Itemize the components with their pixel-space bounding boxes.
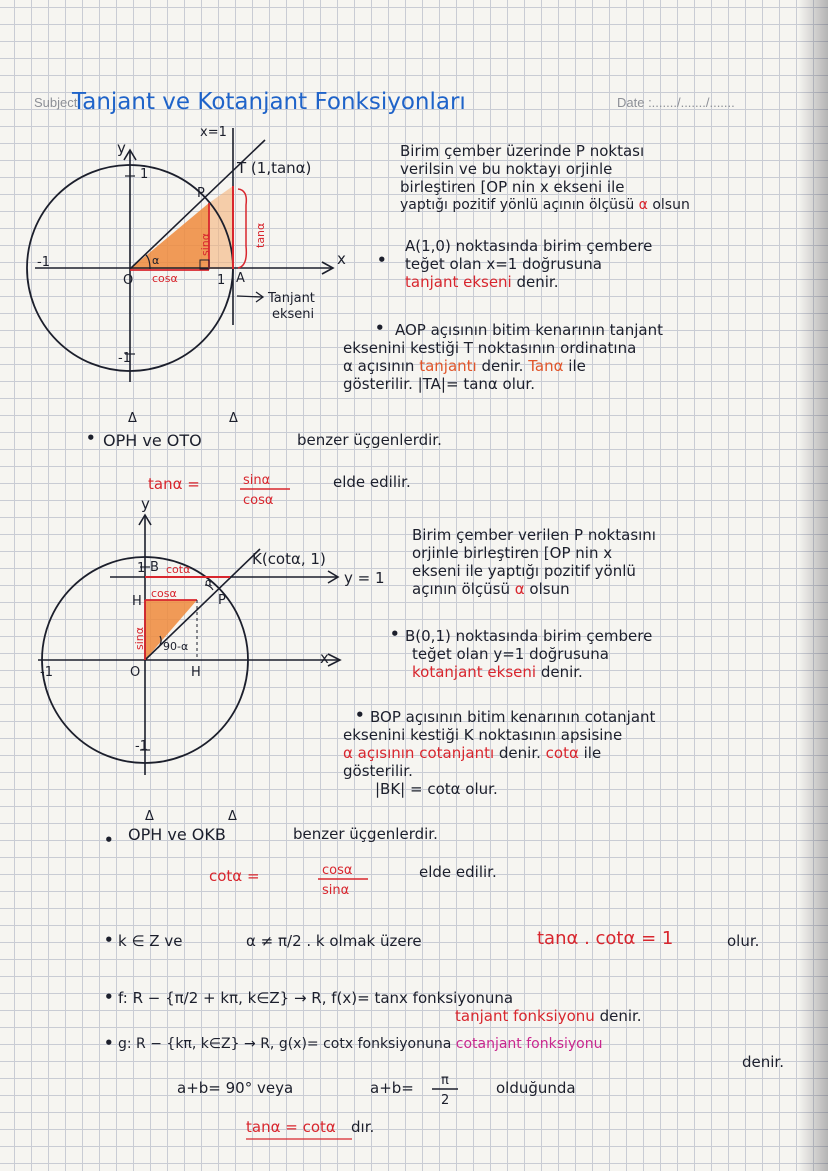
label-point-h-bottom: H <box>191 665 201 680</box>
bullet: • <box>86 429 96 447</box>
label-cos-alpha: cosα <box>152 272 178 285</box>
s2-b2-line-5: |BK| = cotα olur. <box>375 780 498 798</box>
label-point-h-top: H <box>132 594 142 609</box>
s3-line-5-b: dır. <box>351 1118 375 1136</box>
s2-intro-line-2: orjinle birleştiren [OP nin x <box>412 544 613 562</box>
s1-b2-line-2: eksenini kestiği T noktasının ordinatına <box>343 339 637 357</box>
label-tangent-axis-1: Tanjant <box>268 291 315 306</box>
label-origin-2: O <box>130 665 141 680</box>
s2-formula-denominator: sinα <box>322 883 350 898</box>
s3-line-2-b: tanjant fonksiyonu denir. <box>455 1007 642 1025</box>
bullet: • <box>375 319 385 337</box>
label-point-p: P <box>197 186 205 201</box>
s2-b2-line-4: gösterilir. <box>343 762 413 780</box>
s2-b1-line-2: teğet olan y=1 doğrusuna <box>412 645 609 663</box>
s1-triangles: OPH ve OTO <box>103 431 202 450</box>
label-one-top-2: 1 <box>137 561 146 576</box>
s3-line-3-c: denir. <box>742 1053 784 1071</box>
s1-intro-line-1: Birim çember üzerinde P noktası <box>400 142 645 160</box>
label-one-top: 1 <box>140 167 149 182</box>
s2-b2-line-1: BOP açısının bitim kenarının cotanjant <box>370 708 656 726</box>
label-y-equals-1: y = 1 <box>344 569 385 587</box>
s2-intro-line-3: ekseni ile yaptığı pozitif yönlü <box>412 562 636 580</box>
s1-formula-denominator: cosα <box>243 493 274 508</box>
page-title: Tanjant ve Kotanjant Fonksiyonları <box>72 89 466 115</box>
s2-b2-line-3: α açısının cotanjantı denir. cotα ile <box>343 744 602 762</box>
label-minus-one-bottom: -1 <box>118 351 131 366</box>
s3-line-4-pi: π <box>441 1073 449 1088</box>
label-tan-alpha: tanα <box>254 222 267 248</box>
label-angle-alpha: α <box>152 254 160 267</box>
s3-line-4-two: 2 <box>441 1093 450 1108</box>
s1-b2-line-3: α açısının tanjantı denir. Tanα ile <box>343 357 586 375</box>
s1-triangles-note: benzer üçgenlerdir. <box>297 431 442 449</box>
label-point-a: A <box>236 271 245 286</box>
label-minus-one-bottom-2: -1 <box>135 739 148 754</box>
s1-intro-line-2: verilsin ve bu noktayı orjinle <box>400 160 613 178</box>
label-angle-90-alpha: 90-α <box>163 640 189 653</box>
label-x-equals-1: x=1 <box>200 125 227 140</box>
bullet: • <box>390 625 400 643</box>
s2-b1-line-3: kotanjant ekseni denir. <box>412 663 583 681</box>
s3-line-2-a: f: R − {π/2 + kπ, k∈Z} → R, f(x)= tanx fonksiyonuna <box>118 989 514 1007</box>
s2-intro-line-1: Birim çember verilen P noktasını <box>412 526 656 544</box>
s2-formula-tail: elde edilir. <box>419 863 497 881</box>
s3-line-4-b: a+b= <box>370 1079 414 1097</box>
s2-b2-line-2: eksenini kestiği K noktasının apsisine <box>343 726 623 744</box>
label-point-p-2: P <box>218 593 226 608</box>
label-cot-alpha: cotα <box>166 563 191 576</box>
s1-intro-line-3: birleştiren [OP nin x ekseni ile <box>400 178 625 196</box>
s1-formula-numerator: sinα <box>243 473 271 488</box>
s1-b1-line-3: tanjant ekseni denir. <box>405 273 559 291</box>
s3-line-1-a: k ∈ Z ve <box>118 932 183 950</box>
label-minus-one-left-2: -1 <box>40 665 53 680</box>
label-tangent-axis-2: ekseni <box>272 307 315 322</box>
label-sin-alpha-2: sinα <box>133 626 146 650</box>
label-y-axis: y <box>117 139 126 157</box>
label-y-axis-2: y <box>141 495 150 513</box>
label-angle-alpha-2: α <box>205 576 213 589</box>
s1-b2-line-4: gösterilir. |TA|= tanα olur. <box>343 375 535 393</box>
label-one-right: 1 <box>217 273 226 288</box>
s3-line-1-identity: tanα . cotα = 1 <box>537 928 674 949</box>
triangle-symbol: Δ <box>128 411 137 426</box>
label-sin-alpha: sinα <box>199 232 212 256</box>
s3-line-3-a: g: R − {kπ, k∈Z} → R, g(x)= cotx fonksiyonuna cotanjant fonksiyonu <box>118 1036 603 1052</box>
s2-triangles-note: benzer üçgenlerdir. <box>293 825 438 843</box>
triangle-symbol: Δ <box>145 809 154 824</box>
s2-formula-numerator: cosα <box>322 863 353 878</box>
label-minus-one-left: -1 <box>37 255 50 270</box>
s3-line-4-a: a+b= 90° veya <box>177 1079 294 1097</box>
s2-b1-line-1: B(0,1) noktasında birim çembere <box>405 627 653 645</box>
bullet: • <box>104 931 114 949</box>
label-point-b: B <box>150 560 159 575</box>
label-point-t: T (1,tanα) <box>237 159 312 177</box>
bullet: • <box>104 988 114 1006</box>
triangle-symbol: Δ <box>228 809 237 824</box>
s2-triangles: OPH ve OKB <box>128 825 226 844</box>
s2-formula-lhs: cotα = <box>209 867 260 885</box>
s3-line-1-d: olur. <box>727 932 760 950</box>
triangle-symbol: Δ <box>229 411 238 426</box>
s1-formula-tail: elde edilir. <box>333 473 411 491</box>
s1-b2-line-1: AOP açısının bitim kenarının tanjant <box>395 321 663 339</box>
date-label: Date :......./......./....... <box>617 95 735 110</box>
bullet: • <box>355 706 365 724</box>
label-x-axis-2: x <box>320 649 329 667</box>
s3-line-4-e: olduğunda <box>496 1079 576 1097</box>
s3-line-1-b: α ≠ π/2 . k olmak üzere <box>246 932 422 950</box>
s3-line-5-a: tanα = cotα <box>246 1118 336 1136</box>
label-origin: O <box>123 273 134 288</box>
s1-b1-line-1: A(1,0) noktasında birim çembere <box>405 237 653 255</box>
s2-intro-line-4: açının ölçüsü α olsun <box>412 580 570 598</box>
label-cos-alpha-2: cosα <box>151 587 177 600</box>
bullet: • <box>104 1034 114 1052</box>
label-x-axis: x <box>337 250 346 268</box>
s1-b1-line-2: teğet olan x=1 doğrusuna <box>405 255 602 273</box>
s1-formula-lhs: tanα = <box>148 475 200 493</box>
subject-label: Subject <box>34 95 78 110</box>
bullet: • <box>104 831 114 849</box>
bullet: • <box>377 251 387 269</box>
s1-intro-line-4: yaptığı pozitif yönlü açının ölçüsü α olsun <box>400 197 690 213</box>
label-point-k: K(cotα, 1) <box>252 550 326 568</box>
